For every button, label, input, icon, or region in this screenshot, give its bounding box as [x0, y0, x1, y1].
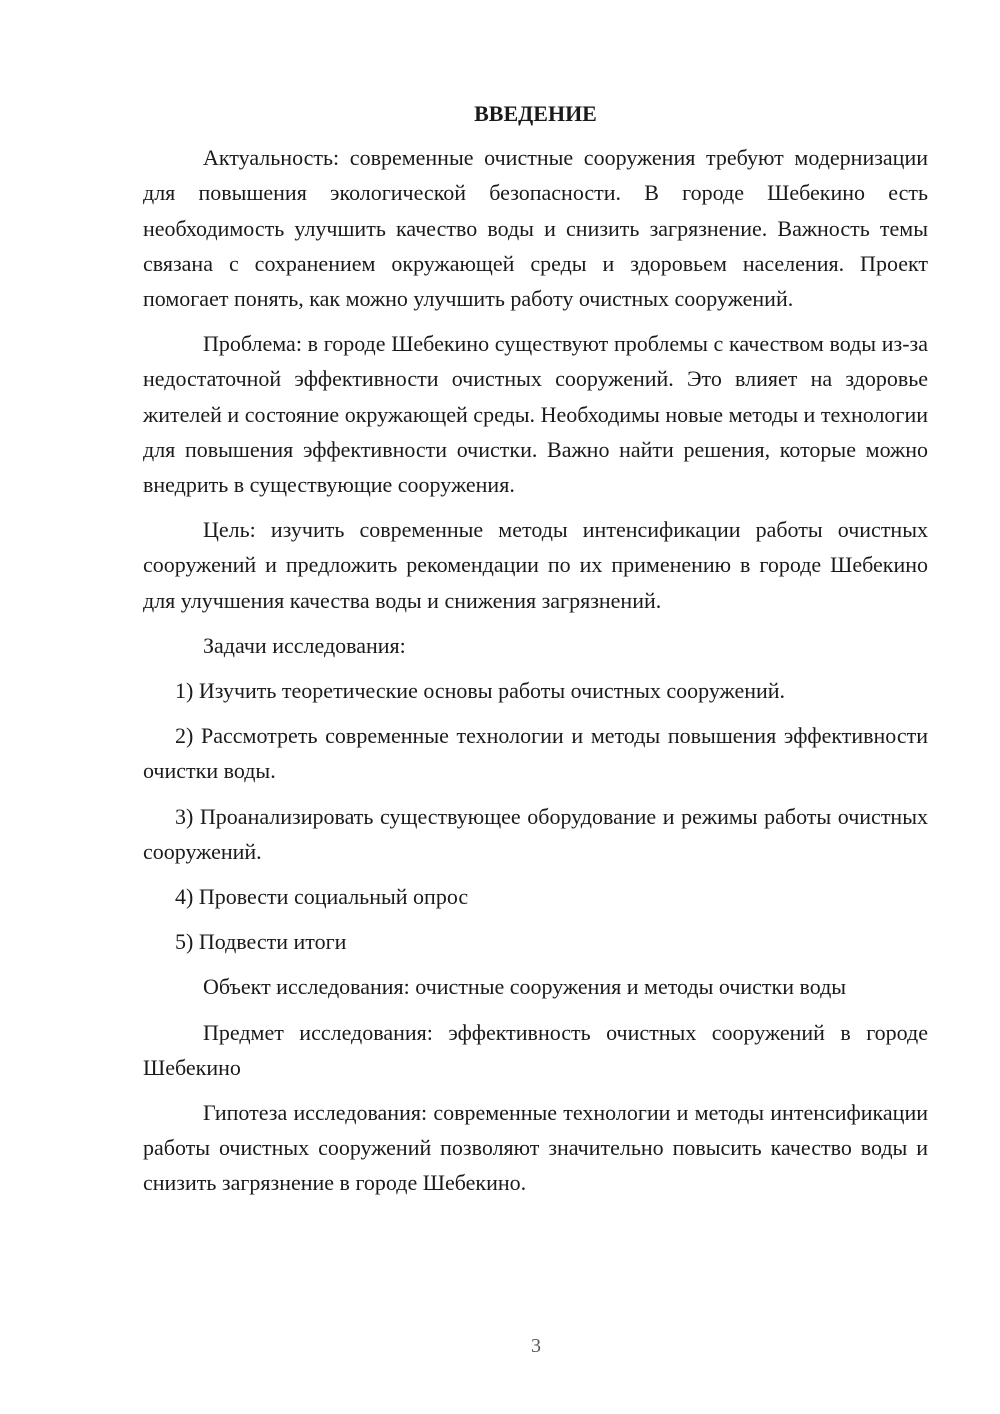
paragraph-goal: Цель: изучить современные методы интенсификации работы очистных сооружений и предложить рекомендации по их применению в городе Шебекино для улучшения качества воды и снижения загрязнений.: [143, 517, 928, 613]
page-number: 3: [531, 1335, 541, 1357]
list-item: 5) Подвести итоги: [175, 929, 347, 955]
list-item: 3) Проанализировать существующее оборудование и режимы работы очистных сооружений.: [143, 803, 928, 864]
paragraph-problem: Проблема: в городе Шебекино существуют проблемы с качеством воды из-за недостаточной эффективности очистных сооружений. Это влияет на здоровье жителей и состояние окружающей среды. Необходимы новые методы и технологии для повышения эффективности очистки. Важно найти решения, которые можно внедрить в существующие сооружения.: [143, 331, 928, 498]
paragraph-actuality: Актуальность: современные очистные сооружения требуют модернизации для повышения экологической безопасности. В городе Шебекино есть необходимость улучшить качество воды и снизить загрязнение. Важность темы связана с сохранением окружающей среды и здоровьем населения. Проект помогает понять, как можно улучшить работу очистных сооружений.: [143, 145, 928, 312]
paragraph-object: Объект исследования: очистные сооружения и методы очистки воды: [203, 974, 847, 1000]
paragraph-subject: Предмет исследования: эффективность очистных сооружений в городе Шебекино: [143, 1019, 928, 1080]
document-page: [143, 96, 928, 1211]
section-heading: ВВЕДЕНИЕ: [474, 101, 597, 126]
paragraph-tasks-title: Задачи исследования:: [203, 632, 406, 658]
list-item: 4) Провести социальный опрос: [175, 884, 469, 910]
list-item: 1) Изучить теоретические основы работы очистных сооружений.: [175, 678, 786, 704]
tasks-list: [143, 673, 928, 959]
paragraph-hypothesis: Гипотеза исследования: современные технологии и методы интенсификации работы очистных сооружений позволяют значительно повысить качество воды и снизить загрязнение в городе Шебекино.: [143, 1100, 928, 1196]
list-item: 2) Рассмотреть современные технологии и методы повышения эффективности очистки воды.: [143, 723, 928, 784]
